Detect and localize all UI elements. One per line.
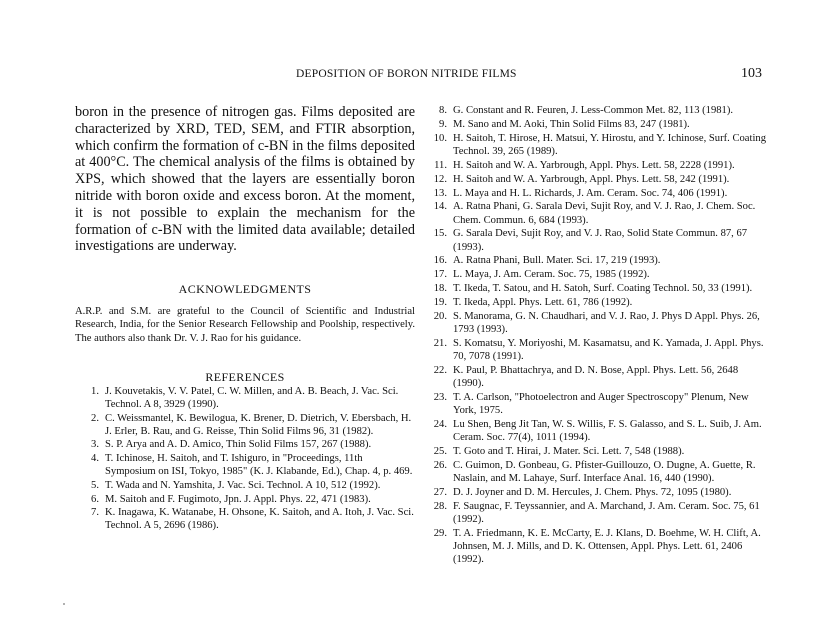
reference-text: T. Goto and T. Hirai, J. Mater. Sci. Lett. 7, 548 (1988).	[453, 445, 685, 457]
reference-number: 26.	[433, 459, 447, 471]
reference-text: M. Sano and M. Aoki, Thin Solid Films 83, 247 (1981).	[453, 118, 690, 130]
right-column	[423, 104, 768, 567]
reference-text: H. Saitoh, T. Hirose, H. Matsui, Y. Hirostu, and Y. Ichinose, Surf. Coating Technol. 39, 265 (1989).	[453, 132, 766, 157]
reference-number: 3.	[91, 439, 99, 451]
reference-text: A. Ratna Phani, G. Sarala Devi, Sujit Roy, and V. J. Rao, J. Chem. Soc. Chem. Commun. 6, 684 (1993).	[453, 201, 756, 226]
reference-number: 5.	[91, 479, 99, 491]
reference-number: 6.	[91, 493, 99, 505]
body-paragraph: boron in the presence of nitrogen gas. Films deposited are characterized by XRD, TED, SEM, and FTIR absorption, which confirm the formation of c-BN in the films deposited at 400°C. The chemical analysis of the films is obtained by XPS, which showed that the layers are essentially boron nitride with boron oxide and excess boron. At the moment, it is not possible to explain the mechanism for the formation of c-BN with the limited data available; detailed investigations are underway.	[75, 104, 415, 255]
reference-number: 9.	[439, 118, 447, 130]
reference-text: G. Sarala Devi, Sujit Roy, and V. J. Rao, Solid State Commun. 87, 67 (1993).	[453, 228, 748, 253]
scan-speck	[63, 603, 65, 605]
reference-item	[423, 268, 768, 281]
reference-list-right	[423, 104, 768, 566]
reference-number: 17.	[433, 269, 447, 281]
acknowledgments-heading: ACKNOWLEDGMENTS	[178, 282, 312, 297]
reference-number: 2.	[91, 412, 99, 424]
reference-item	[75, 452, 415, 478]
reference-item	[423, 459, 768, 485]
reference-item	[75, 479, 415, 492]
reference-text: J. Kouvetakis, V. V. Patel, C. W. Millen, and A. B. Beach, J. Vac. Sci. Technol. A 8, 3929 (1990).	[105, 385, 399, 410]
reference-text: T. Wada and N. Yamshita, J. Vac. Sci. Technol. A 10, 512 (1992).	[105, 479, 381, 491]
reference-item	[75, 385, 415, 411]
reference-text: Lu Shen, Beng Jit Tan, W. S. Willis, F. S. Galasso, and S. L. Suib, J. Am. Ceram. Soc. 77(4), 1011 (1994).	[453, 418, 762, 443]
reference-number: 28.	[433, 500, 447, 512]
reference-text: T. A. Carlson, "Photoelectron and Auger Spectroscopy" Plenum, New York, 1975.	[453, 391, 749, 417]
reference-list-left	[75, 385, 415, 533]
reference-item	[423, 118, 768, 131]
reference-text: F. Saugnac, F. Teyssannier, and A. Marchand, J. Am. Ceram. Soc. 75, 61 (1992).	[453, 500, 760, 525]
reference-text: C. Weissmantel, K. Bewilogua, K. Brener, D. Dietrich, V. Ebersbach, H. J. Erler, B. Rau, and G. Reisse, Thin Solid Films 96, 31 (1982).	[105, 412, 412, 437]
reference-item	[423, 445, 768, 458]
reference-item	[423, 227, 768, 253]
reference-item	[75, 412, 415, 438]
reference-item	[423, 254, 768, 267]
reference-item	[423, 418, 768, 444]
reference-item	[423, 486, 768, 499]
reference-item	[423, 391, 768, 417]
reference-text: T. A. Friedmann, K. E. McCarty, E. J. Klans, D. Boehme, W. H. Clift, A. Johnsen, M. J. Mills, and D. K. Ottensen, Appl. Phys. Lett. 61, 2406 (1992).	[453, 527, 761, 565]
running-title: DEPOSITION OF BORON NITRIDE FILMS	[296, 68, 517, 80]
reference-text: K. Paul, P. Bhattachrya, and D. N. Bose, Appl. Phys. Lett. 56, 2648 (1990).	[453, 364, 739, 390]
reference-text: H. Saitoh and W. A. Yarbrough, Appl. Phys. Lett. 58, 242 (1991).	[453, 173, 730, 185]
reference-item	[423, 200, 768, 226]
page-number: 103	[741, 66, 762, 81]
reference-number: 21.	[433, 337, 447, 349]
reference-item	[423, 282, 768, 295]
reference-text: M. Saitoh and F. Fugimoto, Jpn. J. Appl. Phys. 22, 471 (1983).	[105, 493, 371, 505]
reference-number: 23.	[433, 391, 447, 403]
reference-number: 22.	[433, 364, 447, 376]
reference-number: 20.	[433, 310, 447, 322]
reference-number: 10.	[433, 132, 447, 144]
running-header	[0, 68, 833, 84]
reference-number: 13.	[433, 187, 447, 199]
reference-number: 18.	[433, 283, 447, 295]
reference-text: S. Manorama, G. N. Chaudhari, and V. J. Rao, J. Phys D Appl. Phys. 26, 1793 (1993).	[453, 310, 760, 336]
reference-text: L. Maya and H. L. Richards, J. Am. Ceram. Soc. 74, 406 (1991).	[453, 187, 728, 199]
reference-number: 25.	[433, 445, 447, 457]
reference-item	[423, 500, 768, 526]
reference-item	[423, 364, 768, 390]
reference-text: G. Constant and R. Feuren, J. Less-Common Met. 82, 113 (1981).	[453, 105, 734, 116]
reference-item	[75, 493, 415, 506]
reference-number: 29.	[433, 527, 447, 539]
reference-number: 24.	[433, 418, 447, 430]
reference-text: L. Maya, J. Am. Ceram. Soc. 75, 1985 (1992).	[453, 269, 650, 281]
reference-number: 8.	[439, 105, 447, 116]
reference-item	[423, 337, 768, 363]
reference-text: A. Ratna Phani, Bull. Mater. Sci. 17, 219 (1993).	[453, 255, 661, 267]
reference-number: 27.	[433, 486, 447, 498]
reference-item	[423, 527, 768, 566]
reference-item	[423, 159, 768, 172]
acknowledgments-text: A.R.P. and S.M. are grateful to the Council of Scientific and Industrial Research, India, for the Senior Research Fellowship and Poolship, respectively. The authors also thank Dr. V. J. Rao for his guidance.	[75, 306, 415, 344]
reference-number: 19.	[433, 297, 447, 309]
reference-item	[75, 506, 415, 532]
reference-text: T. Ichinose, H. Saitoh, and T. Ishiguro, in "Proceedings, 11th Symposium on ISI, Tokyo, 1985" (K. J. Klabande, Ed.), Chap. 4, p. 469.	[105, 453, 413, 478]
reference-item	[423, 187, 768, 200]
reference-number: 1.	[91, 385, 99, 397]
reference-item	[75, 438, 415, 451]
reference-text: H. Saitoh and W. A. Yarbrough, Appl. Phys. Lett. 58, 2228 (1991).	[453, 159, 735, 171]
reference-text: C. Guimon, D. Gonbeau, G. Pfister-Guillouzo, O. Dugne, A. Guette, R. Naslain, and M. Lahaye, Surf. Interface Anal. 16, 440 (1990).	[453, 459, 756, 484]
reference-text: S. P. Arya and A. D. Amico, Thin Solid Films 157, 267 (1988).	[105, 439, 372, 451]
reference-item	[423, 104, 768, 117]
reference-item	[423, 132, 768, 158]
reference-number: 14.	[433, 201, 447, 213]
reference-item	[423, 296, 768, 309]
reference-text: S. Komatsu, Y. Moriyoshi, M. Kasamatsu, and K. Yamada, J. Appl. Phys. 70, 7078 (1991).	[453, 337, 764, 363]
reference-item	[423, 173, 768, 186]
reference-text: T. Ikeda, T. Satou, and H. Satoh, Surf. Coating Technol. 50, 33 (1991).	[453, 283, 753, 295]
reference-number: 7.	[91, 507, 99, 519]
reference-number: 15.	[433, 228, 447, 240]
reference-number: 12.	[433, 173, 447, 185]
reference-number: 4.	[91, 453, 99, 465]
reference-text: D. J. Joyner and D. M. Hercules, J. Chem. Phys. 72, 1095 (1980).	[453, 486, 732, 498]
reference-item	[423, 310, 768, 336]
references-heading: REFERENCES	[205, 369, 285, 384]
left-column	[75, 104, 415, 533]
reference-text: K. Inagawa, K. Watanabe, H. Ohsone, K. Saitoh, and A. Itoh, J. Vac. Sci. Technol. A 5, 2696 (1986).	[105, 507, 414, 532]
reference-text: T. Ikeda, Appl. Phys. Lett. 61, 786 (1992).	[453, 297, 633, 309]
reference-number: 16.	[433, 255, 447, 267]
reference-number: 11.	[434, 159, 447, 171]
